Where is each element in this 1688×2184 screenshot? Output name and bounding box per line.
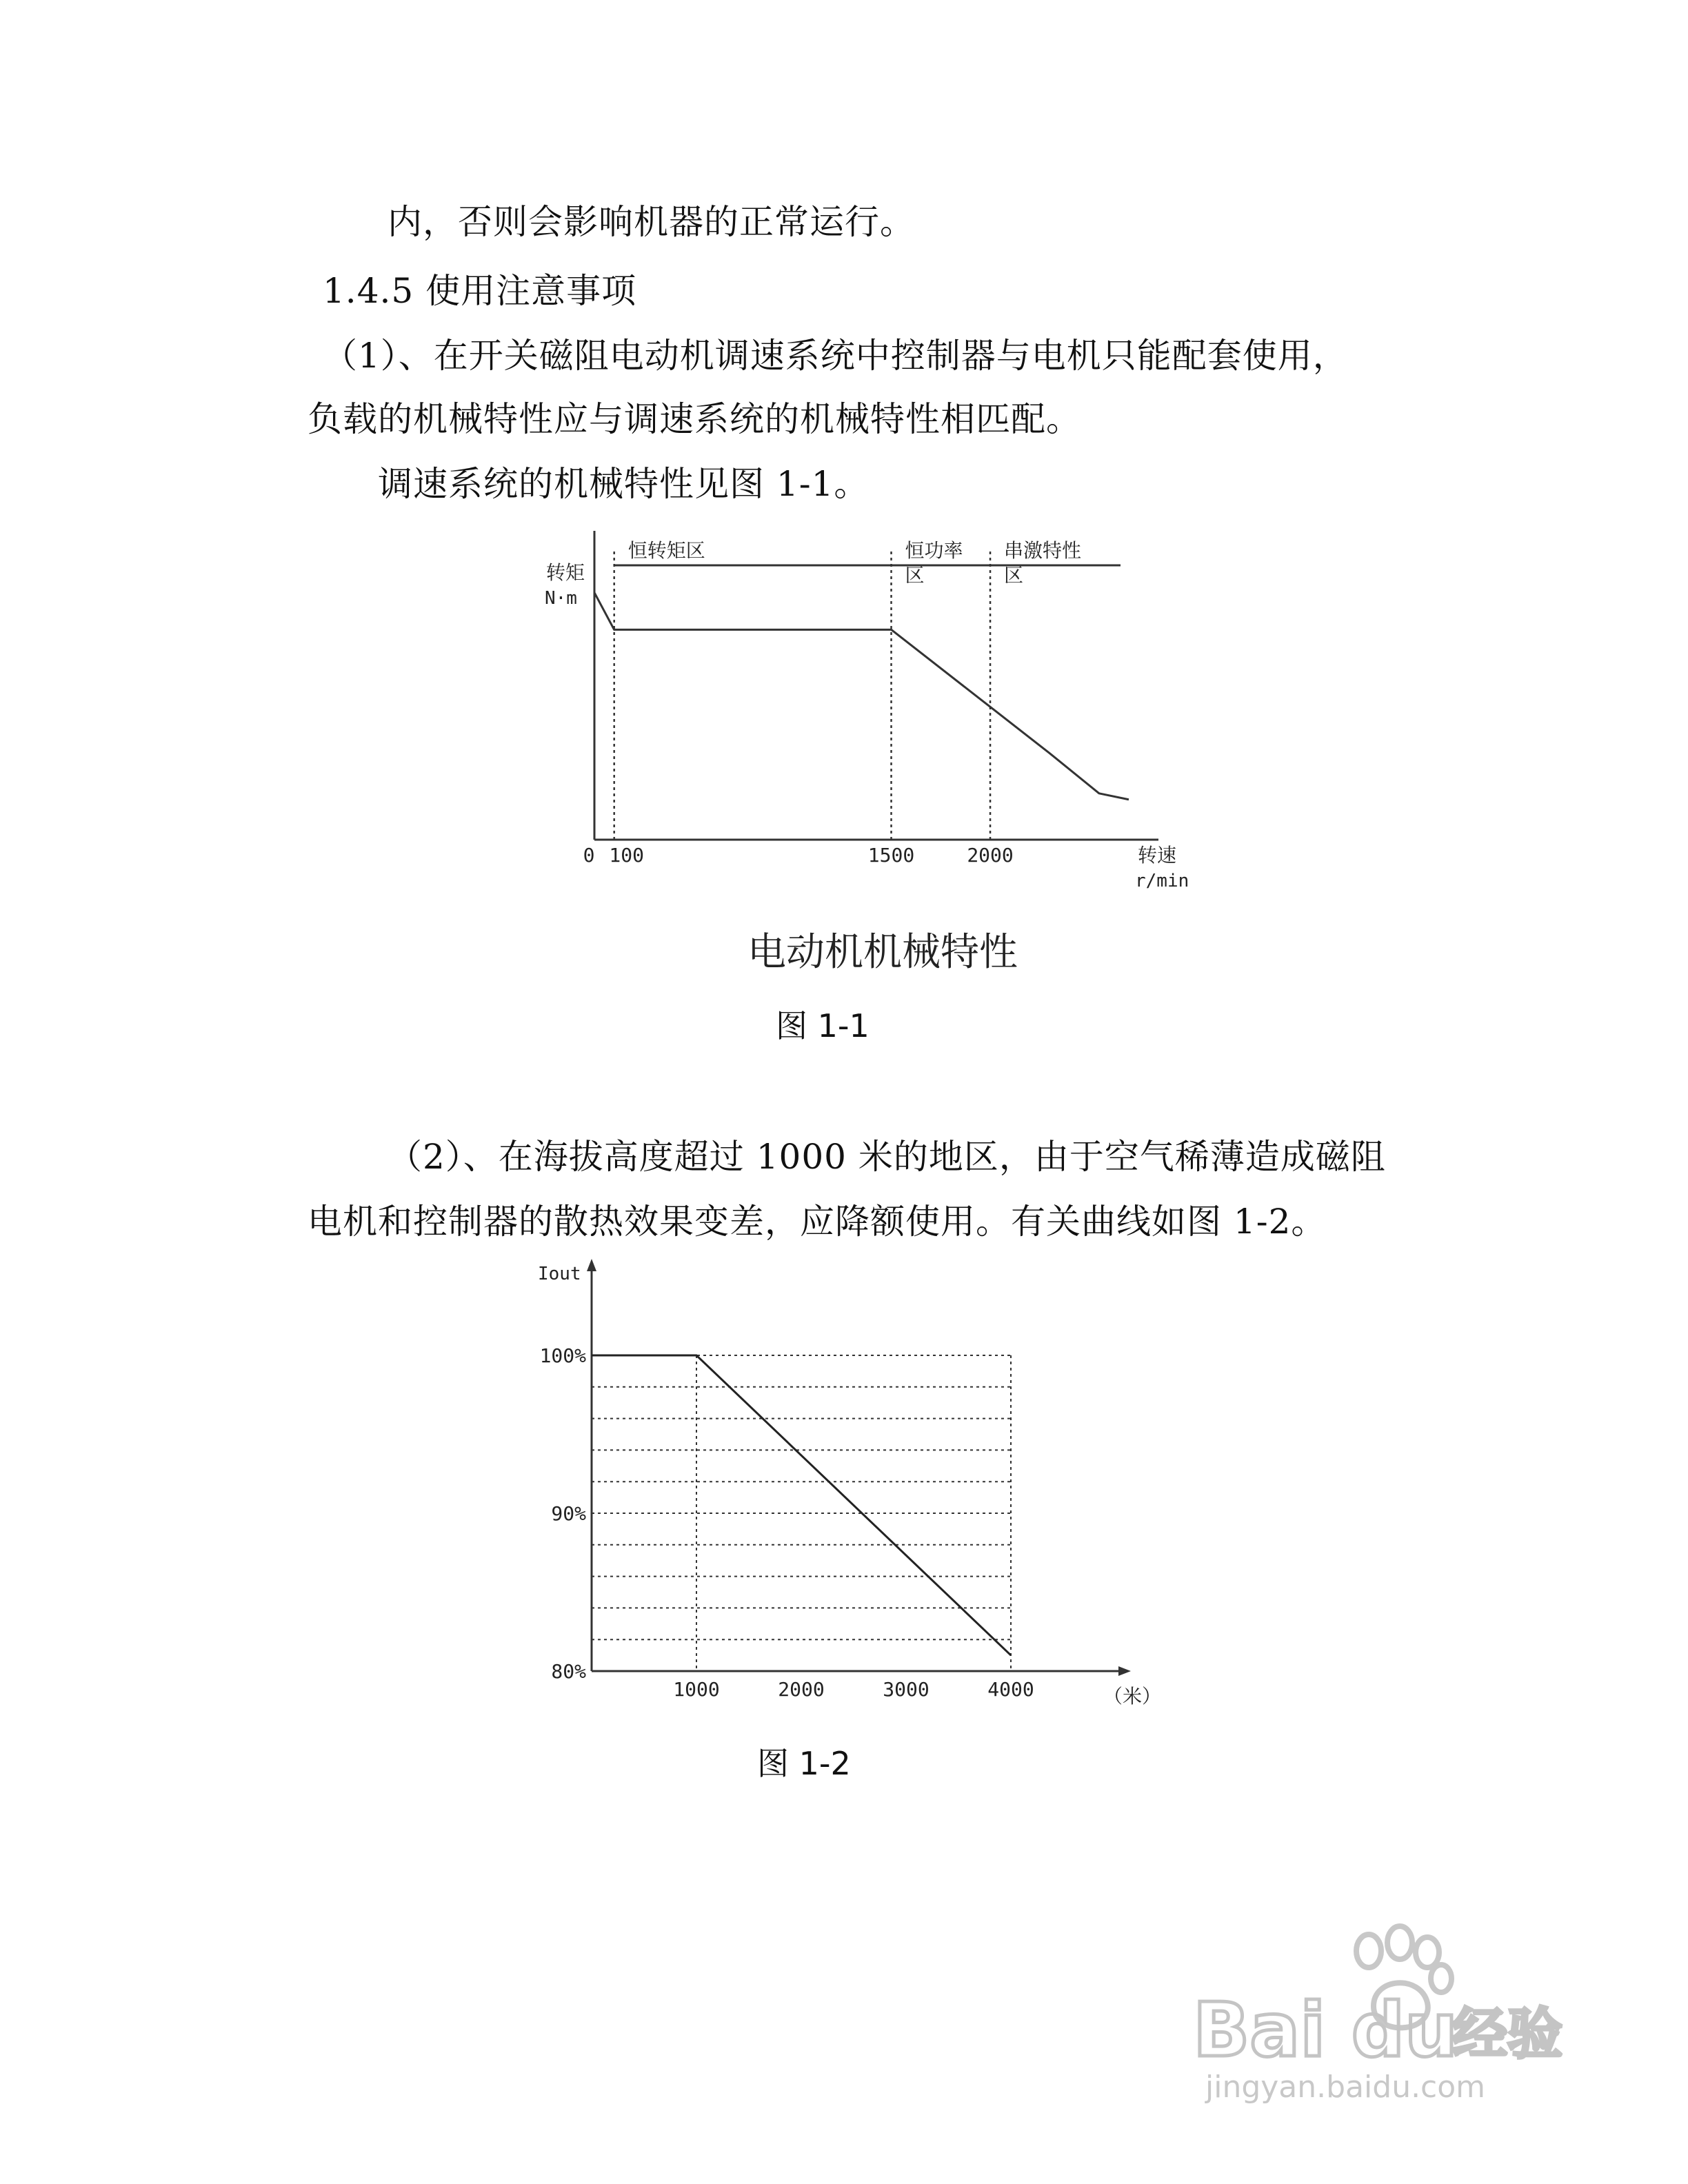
y-tick-label-90%: 90% [551,1502,586,1525]
figure-1-2 [524,1255,1200,1723]
x-tick-label-2000: 2000 [967,844,1014,867]
y-axis-arrow [587,1259,596,1271]
torque-curve [594,593,1129,800]
derating-line [592,1355,1011,1655]
region-label-3: 串激特性 [1004,539,1082,562]
y-tick-label-80%: 80% [551,1660,586,1683]
paragraph-1-line-2: 负载的机械特性应与调速系统的机械特性相匹配。 [308,399,1081,439]
x-axis-label-1: 转速 [1138,844,1177,867]
x-tick-label-2000: 2000 [778,1678,825,1701]
region-label-3-line2: 区 [1004,564,1024,587]
watermark-brand: Bai du [1193,1988,1458,2074]
region-label-2: 恒功率 [905,539,963,562]
y-tick-label-100%: 100% [539,1344,586,1367]
figure-1-1-caption: 图 1-1 [776,1007,870,1044]
paragraph-1-line-1: （1）、在开关磁阻电动机调速系统中控制器与电机只能配套使用， [323,336,1348,376]
x-tick-label-4000: 4000 [987,1678,1034,1701]
x-tick-label-1000: 1000 [673,1678,720,1701]
region-label-2-line2: 区 [905,564,925,587]
torque-speed-chart [538,524,1227,979]
watermark-url: jingyan.baidu.com [1205,2070,1486,2105]
y-axis-label-1: 转矩 [546,561,585,584]
y-axis-label: Iout [538,1264,581,1284]
paragraph-2-line-2: 电机和控制器的散热效果变差，应降额使用。有关曲线如图 1-2。 [308,1202,1327,1242]
x-tick-label-100: 100 [609,844,644,867]
watermark-suffix: 经验 [1452,2002,1563,2066]
chart-title: 电动机机械特性 [747,930,1018,975]
x-tick-label-3000: 3000 [883,1678,930,1701]
figure-1-1 [538,524,1227,979]
region-label-1: 恒转矩区 [627,539,705,562]
section-heading: 1.4.5 使用注意事项 [323,271,637,311]
altitude-derating-chart [524,1255,1200,1723]
figure-1-2-caption: 图 1-2 [757,1745,851,1782]
text-line-continuation: 内，否则会影响机器的正常运行。 [388,202,915,242]
baidu-jingyan-watermark [1193,1903,1579,2110]
y-axis-label-2: N·m [545,588,577,609]
paragraph-1-line-3: 调速系统的机械特性见图 1-1。 [378,464,870,504]
paragraph-2-line-1: （2）、在海拔高度超过 1000 米的地区，由于空气稀薄造成磁阻 [388,1137,1386,1177]
x-tick-label-0: 0 [583,844,595,867]
x-tick-label-1500: 1500 [867,844,915,867]
x-axis-label-2: r/min [1135,871,1189,891]
x-axis-label: （米） [1103,1685,1162,1708]
x-axis-arrow [1118,1666,1131,1676]
